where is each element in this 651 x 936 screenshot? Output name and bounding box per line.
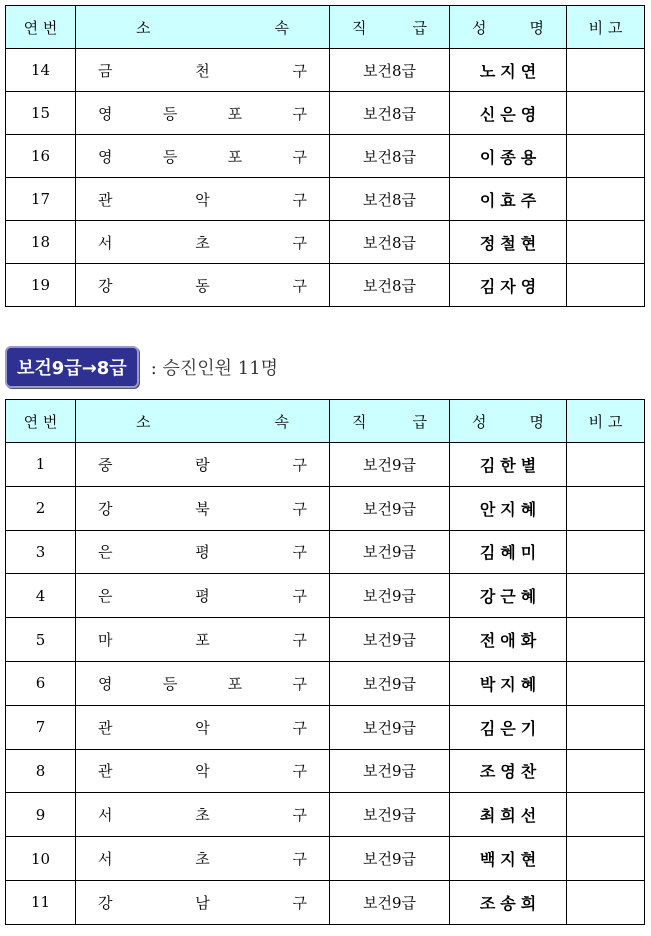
cell-name — [450, 705, 567, 749]
table-header-row — [6, 400, 645, 443]
dept-char: 구 — [292, 587, 307, 606]
dept-char: 구 — [292, 104, 307, 123]
cell-name — [450, 837, 567, 881]
table-row — [6, 221, 645, 264]
person-name: 이종용 — [479, 147, 542, 167]
cell-note — [567, 574, 645, 618]
cell-dept — [76, 880, 330, 924]
cell-rank: 보건9급 — [330, 574, 450, 618]
cell-note — [567, 178, 645, 221]
table-row — [6, 661, 645, 705]
section-heading — [5, 346, 278, 388]
header-no: 연 번 — [6, 400, 76, 443]
dept-char: 평 — [195, 587, 210, 606]
header-dept-b: 속 — [274, 412, 289, 431]
dept-char: 구 — [292, 455, 307, 474]
cell-note — [567, 49, 645, 92]
person-name: 강근혜 — [479, 587, 542, 607]
person-name: 백지현 — [479, 850, 542, 870]
dept-char: 등 — [162, 104, 178, 123]
person-name: 정철현 — [479, 233, 542, 253]
cell-dept — [76, 705, 330, 749]
dept-char: 강 — [98, 893, 113, 912]
table-row — [6, 793, 645, 837]
cell-dept — [76, 618, 330, 662]
dept-char: 구 — [292, 61, 307, 80]
table-row — [6, 574, 645, 618]
dept-char: 구 — [292, 499, 307, 518]
cell-rank: 보건9급 — [330, 530, 450, 574]
table-row — [6, 178, 645, 221]
dept-char: 평 — [195, 543, 210, 562]
cell-no: 10 — [6, 837, 76, 881]
person-name: 김한별 — [479, 455, 542, 475]
person-name: 조송희 — [479, 893, 542, 913]
header-rank — [330, 6, 450, 49]
dept-char: 초 — [195, 850, 210, 869]
table-row — [6, 49, 645, 92]
cell-dept — [76, 92, 330, 135]
dept-char: 영 — [98, 104, 113, 123]
cell-no: 5 — [6, 618, 76, 662]
header-rank-a: 직 — [352, 18, 367, 37]
header-name — [450, 400, 567, 443]
cell-no: 1 — [6, 443, 76, 487]
dept-char: 등 — [162, 147, 178, 166]
cell-name — [450, 618, 567, 662]
header-name-a: 성 — [472, 412, 487, 431]
table-header-row — [6, 6, 645, 49]
dept-char: 초 — [195, 233, 210, 252]
table-row — [6, 880, 645, 924]
dept-char: 동 — [195, 276, 210, 295]
person-name: 안지혜 — [479, 499, 542, 519]
cell-rank: 보건9급 — [330, 793, 450, 837]
cell-dept — [76, 486, 330, 530]
header-name-b: 명 — [529, 412, 544, 431]
cell-rank: 보건8급 — [330, 264, 450, 307]
cell-rank: 보건8급 — [330, 92, 450, 135]
cell-note — [567, 443, 645, 487]
cell-name — [450, 178, 567, 221]
person-name: 신은영 — [479, 104, 542, 124]
person-name: 전애화 — [479, 631, 542, 651]
cell-note — [567, 221, 645, 264]
cell-name — [450, 49, 567, 92]
dept-char: 초 — [195, 806, 210, 825]
cell-rank: 보건9급 — [330, 749, 450, 793]
cell-rank: 보건8급 — [330, 221, 450, 264]
cell-note — [567, 486, 645, 530]
header-dept-b: 속 — [274, 18, 289, 37]
cell-no: 15 — [6, 92, 76, 135]
dept-char: 구 — [292, 850, 307, 869]
dept-char: 중 — [98, 455, 113, 474]
cell-rank: 보건9급 — [330, 880, 450, 924]
table-row — [6, 135, 645, 178]
cell-dept — [76, 443, 330, 487]
dept-char: 마 — [98, 631, 113, 650]
cell-no: 8 — [6, 749, 76, 793]
dept-char: 관 — [98, 190, 113, 209]
table-row — [6, 264, 645, 307]
cell-note — [567, 749, 645, 793]
dept-char: 포 — [227, 674, 243, 693]
cell-name — [450, 92, 567, 135]
person-name: 이효주 — [479, 190, 542, 210]
dept-char: 영 — [98, 147, 113, 166]
cell-note — [567, 135, 645, 178]
dept-char: 구 — [292, 718, 307, 737]
cell-no: 3 — [6, 530, 76, 574]
header-note: 비 고 — [567, 400, 645, 443]
dept-char: 구 — [292, 190, 307, 209]
dept-char: 영 — [98, 674, 113, 693]
cell-note — [567, 705, 645, 749]
header-dept-a: 소 — [136, 412, 151, 431]
dept-char: 구 — [292, 631, 307, 650]
header-dept — [76, 6, 330, 49]
cell-dept — [76, 793, 330, 837]
dept-char: 구 — [292, 893, 307, 912]
person-name: 김혜미 — [479, 543, 542, 563]
dept-char: 강 — [98, 276, 113, 295]
cell-note — [567, 618, 645, 662]
dept-char: 강 — [98, 499, 113, 518]
cell-dept — [76, 135, 330, 178]
dept-char: 악 — [195, 718, 210, 737]
grade-badge: 보건9급→8급 — [5, 346, 139, 388]
header-note: 비 고 — [567, 6, 645, 49]
cell-no: 9 — [6, 793, 76, 837]
cell-name — [450, 661, 567, 705]
cell-note — [567, 880, 645, 924]
cell-no: 14 — [6, 49, 76, 92]
cell-name — [450, 264, 567, 307]
cell-name — [450, 486, 567, 530]
table-row — [6, 443, 645, 487]
cell-rank: 보건9급 — [330, 661, 450, 705]
cell-note — [567, 661, 645, 705]
header-rank — [330, 400, 450, 443]
cell-rank: 보건9급 — [330, 443, 450, 487]
cell-name — [450, 574, 567, 618]
cell-rank: 보건8급 — [330, 178, 450, 221]
cell-note — [567, 793, 645, 837]
table-row — [6, 837, 645, 881]
dept-char: 천 — [195, 61, 210, 80]
person-name: 최희선 — [479, 806, 542, 826]
cell-no: 17 — [6, 178, 76, 221]
cell-name — [450, 749, 567, 793]
cell-rank: 보건8급 — [330, 135, 450, 178]
dept-char: 포 — [227, 147, 243, 166]
cell-note — [567, 264, 645, 307]
promotion-summary: : 승진인원 11명 — [150, 358, 279, 379]
cell-dept — [76, 837, 330, 881]
cell-rank: 보건9급 — [330, 705, 450, 749]
promotion-table-8th-grade — [5, 5, 645, 307]
dept-char: 북 — [195, 499, 210, 518]
cell-dept — [76, 178, 330, 221]
cell-note — [567, 837, 645, 881]
cell-dept — [76, 574, 330, 618]
cell-rank: 보건9급 — [330, 618, 450, 662]
header-name-b: 명 — [529, 18, 544, 37]
dept-char: 서 — [98, 806, 113, 825]
table-row — [6, 705, 645, 749]
dept-char: 관 — [98, 718, 113, 737]
header-rank-b: 급 — [412, 18, 427, 37]
cell-name — [450, 880, 567, 924]
cell-no: 2 — [6, 486, 76, 530]
dept-char: 랑 — [195, 455, 210, 474]
header-name — [450, 6, 567, 49]
dept-char: 금 — [98, 61, 113, 80]
cell-rank: 보건9급 — [330, 486, 450, 530]
dept-char: 악 — [195, 190, 210, 209]
cell-name — [450, 221, 567, 264]
cell-dept — [76, 661, 330, 705]
cell-rank: 보건9급 — [330, 837, 450, 881]
table-row — [6, 486, 645, 530]
dept-char: 구 — [292, 806, 307, 825]
dept-char: 은 — [98, 543, 113, 562]
dept-char: 남 — [195, 893, 210, 912]
cell-dept — [76, 530, 330, 574]
cell-no: 18 — [6, 221, 76, 264]
person-name: 김자영 — [479, 276, 542, 296]
dept-char: 포 — [195, 631, 210, 650]
person-name: 노지연 — [479, 61, 542, 81]
person-name: 박지혜 — [479, 674, 542, 694]
table-row — [6, 749, 645, 793]
table-row — [6, 618, 645, 662]
cell-dept — [76, 264, 330, 307]
dept-char: 구 — [292, 762, 307, 781]
dept-char: 구 — [292, 276, 307, 295]
header-rank-b: 급 — [412, 412, 427, 431]
dept-char: 악 — [195, 762, 210, 781]
dept-char: 관 — [98, 762, 113, 781]
cell-no: 6 — [6, 661, 76, 705]
cell-name — [450, 530, 567, 574]
cell-no: 16 — [6, 135, 76, 178]
cell-no: 4 — [6, 574, 76, 618]
dept-char: 은 — [98, 587, 113, 606]
dept-char: 서 — [98, 850, 113, 869]
promotion-table-9th-to-8th-grade — [5, 399, 645, 925]
dept-char: 서 — [98, 233, 113, 252]
person-name: 김은기 — [479, 718, 542, 738]
person-name: 조영찬 — [479, 762, 542, 782]
cell-no: 19 — [6, 264, 76, 307]
dept-char: 등 — [162, 674, 178, 693]
cell-no: 11 — [6, 880, 76, 924]
dept-char: 구 — [292, 233, 307, 252]
header-name-a: 성 — [472, 18, 487, 37]
cell-dept — [76, 749, 330, 793]
cell-rank: 보건8급 — [330, 49, 450, 92]
cell-name — [450, 135, 567, 178]
cell-name — [450, 793, 567, 837]
cell-note — [567, 530, 645, 574]
header-dept-a: 소 — [136, 18, 151, 37]
dept-char: 구 — [292, 674, 307, 693]
cell-no: 7 — [6, 705, 76, 749]
header-rank-a: 직 — [352, 412, 367, 431]
header-no: 연 번 — [6, 6, 76, 49]
cell-name — [450, 443, 567, 487]
header-dept — [76, 400, 330, 443]
cell-dept — [76, 49, 330, 92]
dept-char: 구 — [292, 147, 307, 166]
table-row — [6, 530, 645, 574]
dept-char: 포 — [227, 104, 243, 123]
cell-note — [567, 92, 645, 135]
cell-dept — [76, 221, 330, 264]
table-row — [6, 92, 645, 135]
dept-char: 구 — [292, 543, 307, 562]
